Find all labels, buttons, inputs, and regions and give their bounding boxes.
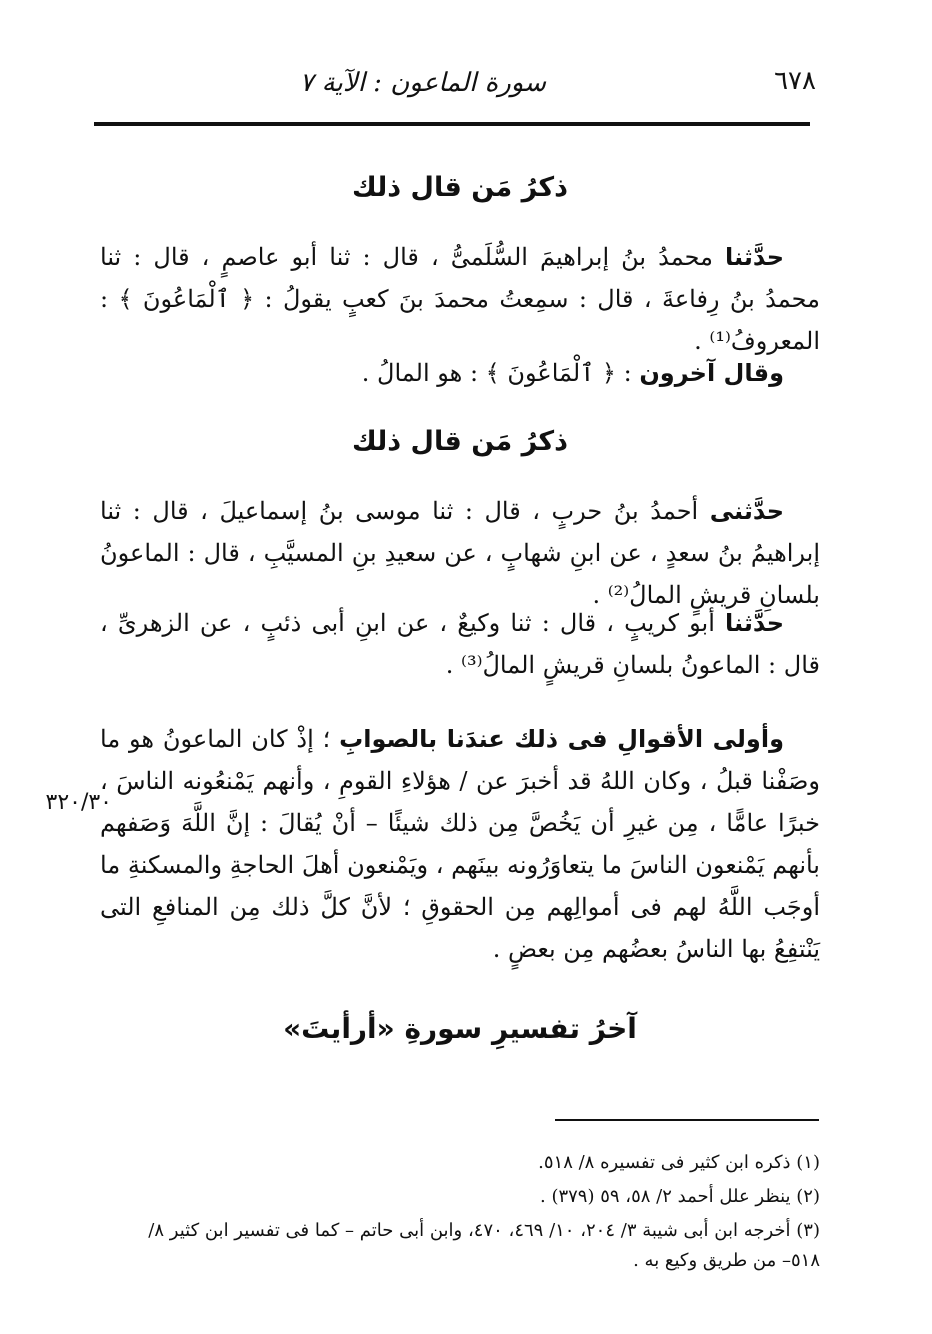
paragraph-5 <box>100 718 820 970</box>
paragraph-4 <box>100 602 820 686</box>
page-number: ٦٧٨ <box>774 66 816 96</box>
paragraph-3 <box>100 490 820 616</box>
section-heading-1: ذكرُ مَن قال ذلك <box>352 172 568 203</box>
paragraph-4-lead: حدَّثنا <box>725 609 784 637</box>
paragraph-4-text <box>100 602 820 686</box>
paragraph-2 <box>100 352 820 394</box>
paragraph-5-lead: وأولى الأقوالِ فى ذلك عندَنا بالصوابِ <box>339 725 784 753</box>
footnote-1: (١) ذكره ابن كثير فى تفسيره ٨/ ٥١٨. <box>538 1152 820 1173</box>
margin-reference: ٣٢٠/٣٠ <box>45 790 112 815</box>
paragraph-2-text <box>100 352 820 394</box>
footnote-3: (٣) أخرجه ابن أبى شيبة ٣/ ٢٠٤، ١٠/ ٤٦٩، ٤٧٠، وابن أبى حاتم – كما فى تفسير ابن كثير ٨/ ٥١٨– من طريق وكيع به . <box>148 1220 820 1271</box>
paragraph-5-text <box>100 718 820 970</box>
paragraph-2-lead: وقال آخرون <box>639 359 784 387</box>
paragraph-1-lead: حدَّثنا <box>725 243 784 271</box>
footnotes <box>110 1148 820 1280</box>
footnote-rule <box>555 1119 819 1121</box>
running-header <box>96 62 816 110</box>
running-title: سورة الماعون : الآية ٧ <box>299 68 546 98</box>
paragraph-3-text <box>100 490 820 616</box>
closing-heading: آخرُ تفسيرِ سورةِ «أرأيتَ» <box>283 1012 637 1045</box>
paragraph-3-body: أحمدُ بنُ حربٍ ، قال : ثنا موسى بنُ إسماعيلَ ، قال : ثنا إبراهيمُ بنُ سعدٍ ، عن ابنِ شهابٍ ، عن سعيدِ بنِ المسيَّبِ ، قال : الماعونُ بلسانِ قريشٍ المالُ⁽²⁾ . <box>100 497 820 609</box>
paragraph-2-body: : ﴿ ٱلْمَاعُونَ ﴾ : هو المالُ . <box>361 359 640 387</box>
paragraph-1-body: محمدُ بنُ إبراهيمَ السُّلَمىُّ ، قال : ثنا أبو عاصمٍ ، قال : ثنا محمدُ بنُ رِفاعةَ ، قال : سمِعتُ محمدَ بنَ كعبٍ يقولُ : ﴿ ٱلْمَاعُونَ ﴾ : المعروفُ⁽¹⁾ . <box>100 243 820 355</box>
paragraph-3-lead: حدَّثنى <box>709 497 784 525</box>
paragraph-5-body: ؛ إذْ كان الماعونُ هو ما وصَفْنا قبلُ ، وكان اللهُ قد أخبرَ عن / هؤلاءِ القومِ ، وأنهم يَمْنعُونه الناسَ ، خبرًا عامًّا ، مِن غيرِ أن يَخُصَّ مِن ذلك شيئًا – أنْ يُقالَ : إنَّ اللَّهَ وَصَفهم بأنهم يَمْنعون الناسَ ما يتعاوَرُونه بينَهم ، ويَمْنعون أهلَ الحاجةِ والمسكنةِ ما أوجَب اللَّهُ لهم فى أموالِهم مِن الحقوقِ ؛ لأنَّ كلَّ ذلك مِن المنافعِ التى يَنْتفِعُ بها الناسُ بعضُهم مِن بعضٍ . <box>100 725 820 963</box>
section-heading-2: ذكرُ مَن قال ذلك <box>352 426 568 457</box>
footnote-2: (٢) ينظر علل أحمد ٢/ ٥٨، ٥٩ (٣٧٩) . <box>540 1186 820 1207</box>
paragraph-4-body: أبو كريبٍ ، قال : ثنا وكيعٌ ، عن ابنِ أبى ذئبٍ ، عن الزهرىِّ ، قال : الماعونُ بلسانِ قريشٍ المالُ⁽³⁾ . <box>100 609 820 679</box>
paragraph-1-text <box>100 236 820 362</box>
paragraph-1 <box>100 236 820 362</box>
header-rule <box>94 122 810 126</box>
